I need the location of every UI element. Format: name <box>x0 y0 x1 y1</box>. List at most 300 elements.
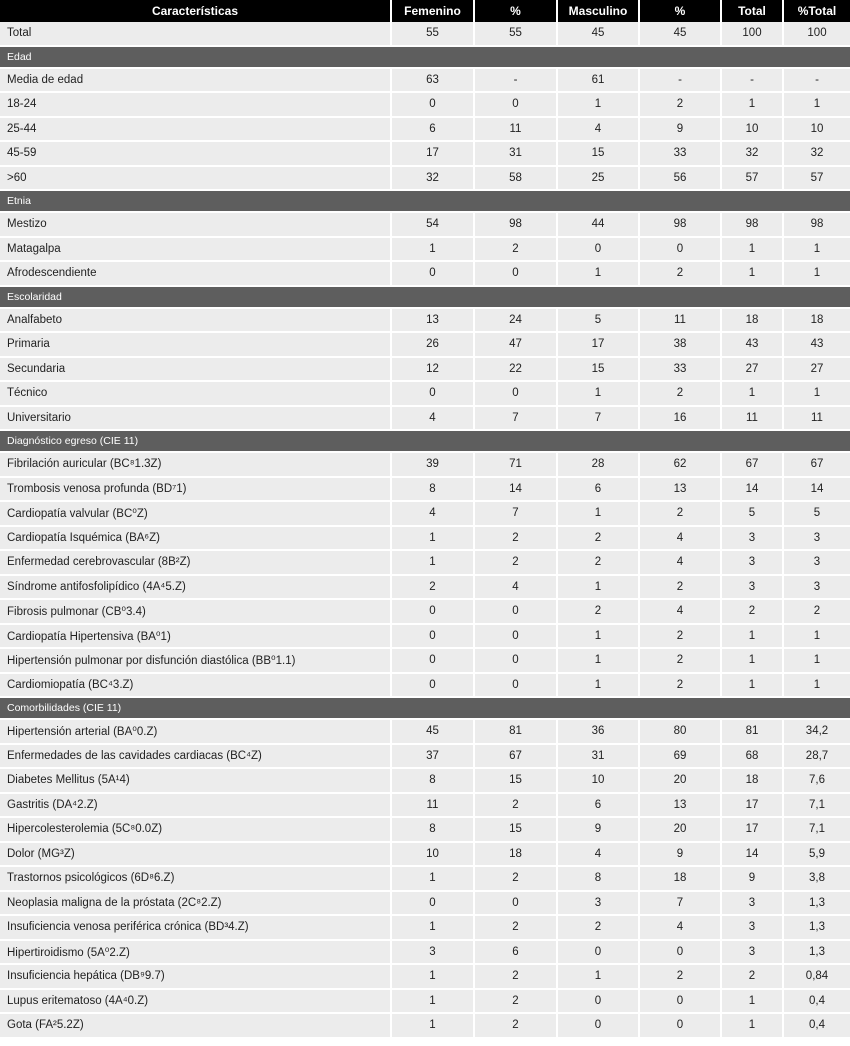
cell-femenino: 1 <box>392 1014 475 1039</box>
cell-masculino: 15 <box>558 358 640 383</box>
cell-masculino-percent: 0 <box>640 1014 722 1039</box>
table-row <box>0 843 850 868</box>
cell-femenino-percent: 14 <box>475 478 558 503</box>
cell-label: Hipertensión pulmonar por disfunción diastólica (BB⁰1.1) <box>0 649 392 674</box>
cell-label: Hipercolesterolemia (5C⁸0.0Z) <box>0 818 392 843</box>
section-label: Diagnóstico egreso (CIE 11) <box>0 431 850 453</box>
header-total: Total <box>722 0 784 22</box>
cell-femenino-percent: 2 <box>475 916 558 941</box>
cell-femenino-percent: 2 <box>475 551 558 576</box>
cell-masculino: 1 <box>558 382 640 407</box>
cell-total-percent: 1,3 <box>784 916 850 941</box>
cell-masculino: 0 <box>558 238 640 263</box>
table-row <box>0 625 850 650</box>
cell-total-percent: 3 <box>784 576 850 601</box>
cell-total: 1 <box>722 382 784 407</box>
cell-femenino-percent: 98 <box>475 213 558 238</box>
cell-femenino: 17 <box>392 142 475 167</box>
header-masculino-percent: % <box>640 0 722 22</box>
header-femenino: Femenino <box>392 0 475 22</box>
cell-masculino: 31 <box>558 745 640 770</box>
cell-femenino-percent: 31 <box>475 142 558 167</box>
table-row <box>0 965 850 990</box>
cell-femenino-percent: 6 <box>475 941 558 966</box>
cell-masculino-percent: 98 <box>640 213 722 238</box>
cell-label: Trombosis venosa profunda (BD⁷1) <box>0 478 392 503</box>
cell-femenino: 10 <box>392 843 475 868</box>
cell-femenino: 32 <box>392 167 475 192</box>
cell-masculino-percent: 4 <box>640 600 722 625</box>
table-body <box>0 22 850 1039</box>
cell-total-percent: 1,3 <box>784 892 850 917</box>
cell-femenino-percent: 0 <box>475 382 558 407</box>
cell-femenino-percent: 2 <box>475 965 558 990</box>
cell-label: >60 <box>0 167 392 192</box>
cell-masculino-percent: 16 <box>640 407 722 432</box>
cell-masculino-percent: 2 <box>640 965 722 990</box>
cell-masculino: 4 <box>558 118 640 143</box>
cell-total: 17 <box>722 794 784 819</box>
cell-masculino-percent: 45 <box>640 22 722 47</box>
cell-femenino-percent: 4 <box>475 576 558 601</box>
cell-femenino: 55 <box>392 22 475 47</box>
cell-total-percent: 67 <box>784 453 850 478</box>
cell-masculino: 44 <box>558 213 640 238</box>
cell-label: 25-44 <box>0 118 392 143</box>
cell-masculino-percent: 2 <box>640 674 722 699</box>
cell-total-percent: 1 <box>784 93 850 118</box>
cell-femenino: 8 <box>392 818 475 843</box>
cell-total-percent: 0,84 <box>784 965 850 990</box>
cell-femenino: 11 <box>392 794 475 819</box>
cell-femenino-percent: 24 <box>475 309 558 334</box>
cell-total-percent: 5,9 <box>784 843 850 868</box>
cell-femenino: 1 <box>392 965 475 990</box>
cell-total: 3 <box>722 892 784 917</box>
table-row <box>0 1014 850 1039</box>
table-row <box>0 576 850 601</box>
table-row <box>0 941 850 966</box>
cell-femenino-percent: 2 <box>475 527 558 552</box>
cell-masculino-percent: 20 <box>640 818 722 843</box>
cell-femenino-percent: 18 <box>475 843 558 868</box>
cell-total-percent: 11 <box>784 407 850 432</box>
cell-total-percent: 100 <box>784 22 850 47</box>
cell-masculino-percent: 62 <box>640 453 722 478</box>
section-label: Escolaridad <box>0 287 850 309</box>
table-row <box>0 453 850 478</box>
cell-masculino-percent: 20 <box>640 769 722 794</box>
cell-label: Media de edad <box>0 69 392 94</box>
cell-masculino: 1 <box>558 262 640 287</box>
cell-femenino-percent: 0 <box>475 892 558 917</box>
cell-total-percent: 1 <box>784 382 850 407</box>
table-row <box>0 118 850 143</box>
cell-total: 3 <box>722 527 784 552</box>
cell-masculino-percent: 11 <box>640 309 722 334</box>
section-header-row <box>0 287 850 309</box>
table-row <box>0 333 850 358</box>
cell-label: Secundaria <box>0 358 392 383</box>
cell-label: Cardiopatía Isquémica (BA⁶Z) <box>0 527 392 552</box>
cell-total: 1 <box>722 93 784 118</box>
cell-total-percent: - <box>784 69 850 94</box>
cell-label: 18-24 <box>0 93 392 118</box>
cell-femenino-percent: 81 <box>475 720 558 745</box>
cell-label: Insuficiencia venosa periférica crónica (BD³4.Z) <box>0 916 392 941</box>
cell-label: Hipertensión arterial (BA⁰0.Z) <box>0 720 392 745</box>
cell-label: Matagalpa <box>0 238 392 263</box>
cell-femenino: 0 <box>392 625 475 650</box>
table-row <box>0 892 850 917</box>
cell-total-percent: 1 <box>784 674 850 699</box>
cell-femenino: 1 <box>392 238 475 263</box>
cell-label: Gota (FA²5.2Z) <box>0 1014 392 1039</box>
cell-total: 3 <box>722 551 784 576</box>
cell-masculino-percent: 2 <box>640 625 722 650</box>
cell-total: 11 <box>722 407 784 432</box>
cell-total-percent: 14 <box>784 478 850 503</box>
cell-total: 18 <box>722 769 784 794</box>
table-row <box>0 867 850 892</box>
cell-femenino: 1 <box>392 527 475 552</box>
cell-femenino-percent: - <box>475 69 558 94</box>
cell-masculino-percent: 2 <box>640 576 722 601</box>
cell-label: Diabetes Mellitus (5A¹4) <box>0 769 392 794</box>
cell-total-percent: 5 <box>784 502 850 527</box>
table-row <box>0 720 850 745</box>
cell-femenino: 0 <box>392 892 475 917</box>
cell-total-percent: 1 <box>784 625 850 650</box>
cell-femenino-percent: 0 <box>475 649 558 674</box>
table-row <box>0 69 850 94</box>
cell-total: 32 <box>722 142 784 167</box>
cell-total: 5 <box>722 502 784 527</box>
cell-total-percent: 28,7 <box>784 745 850 770</box>
cell-masculino-percent: 2 <box>640 382 722 407</box>
cell-masculino: 9 <box>558 818 640 843</box>
table-row <box>0 600 850 625</box>
cell-total: 14 <box>722 843 784 868</box>
cell-masculino-percent: 2 <box>640 502 722 527</box>
cell-total: 14 <box>722 478 784 503</box>
cell-total: 10 <box>722 118 784 143</box>
table-row <box>0 22 850 47</box>
cell-masculino-percent: 7 <box>640 892 722 917</box>
cell-masculino: 10 <box>558 769 640 794</box>
section-header-row <box>0 698 850 720</box>
section-label: Etnia <box>0 191 850 213</box>
cell-masculino: 6 <box>558 478 640 503</box>
cell-femenino: 0 <box>392 674 475 699</box>
cell-femenino-percent: 7 <box>475 407 558 432</box>
cell-femenino-percent: 7 <box>475 502 558 527</box>
cell-masculino-percent: 2 <box>640 93 722 118</box>
cell-label: Hipertiroidismo (5A⁰2.Z) <box>0 941 392 966</box>
cell-total-percent: 27 <box>784 358 850 383</box>
cell-label: Cardiopatía valvular (BC⁰Z) <box>0 502 392 527</box>
cell-femenino: 8 <box>392 478 475 503</box>
cell-femenino-percent: 2 <box>475 867 558 892</box>
cell-total-percent: 18 <box>784 309 850 334</box>
header-row <box>0 0 850 22</box>
cell-label: Fibrosis pulmonar (CB⁰3.4) <box>0 600 392 625</box>
cell-femenino-percent: 71 <box>475 453 558 478</box>
cell-femenino: 1 <box>392 867 475 892</box>
cell-total-percent: 7,1 <box>784 818 850 843</box>
cell-femenino-percent: 2 <box>475 794 558 819</box>
cell-femenino: 2 <box>392 576 475 601</box>
cell-masculino: 2 <box>558 527 640 552</box>
cell-total-percent: 3 <box>784 527 850 552</box>
cell-masculino: 2 <box>558 916 640 941</box>
section-header-row <box>0 47 850 69</box>
cell-label: Enfermedades de las cavidades cardiacas (BC⁴Z) <box>0 745 392 770</box>
cell-masculino: 7 <box>558 407 640 432</box>
cell-femenino: 13 <box>392 309 475 334</box>
cell-femenino-percent: 67 <box>475 745 558 770</box>
cell-masculino-percent: 0 <box>640 941 722 966</box>
cell-femenino: 0 <box>392 600 475 625</box>
cell-total: 27 <box>722 358 784 383</box>
table-row <box>0 649 850 674</box>
cell-label: 45-59 <box>0 142 392 167</box>
cell-femenino-percent: 47 <box>475 333 558 358</box>
cell-masculino: 2 <box>558 600 640 625</box>
cell-label: Dolor (MG³Z) <box>0 843 392 868</box>
cell-total-percent: 43 <box>784 333 850 358</box>
cell-label: Mestizo <box>0 213 392 238</box>
cell-femenino-percent: 0 <box>475 262 558 287</box>
cell-masculino-percent: 56 <box>640 167 722 192</box>
cell-femenino-percent: 2 <box>475 1014 558 1039</box>
cell-total: 43 <box>722 333 784 358</box>
cell-total-percent: 0,4 <box>784 1014 850 1039</box>
cell-masculino-percent: 33 <box>640 142 722 167</box>
cell-total-percent: 32 <box>784 142 850 167</box>
cell-femenino: 0 <box>392 262 475 287</box>
cell-label: Técnico <box>0 382 392 407</box>
cell-femenino-percent: 0 <box>475 93 558 118</box>
cell-total: 1 <box>722 649 784 674</box>
cell-femenino: 3 <box>392 941 475 966</box>
cell-total-percent: 7,6 <box>784 769 850 794</box>
cell-total: 3 <box>722 576 784 601</box>
cell-total: 100 <box>722 22 784 47</box>
cell-masculino-percent: 80 <box>640 720 722 745</box>
section-header-row <box>0 191 850 213</box>
cell-femenino: 1 <box>392 551 475 576</box>
table-row <box>0 551 850 576</box>
cell-label: Síndrome antifosfolipídico (4A⁴5.Z) <box>0 576 392 601</box>
cell-masculino: 28 <box>558 453 640 478</box>
cell-total-percent: 98 <box>784 213 850 238</box>
cell-total: 1 <box>722 625 784 650</box>
cell-masculino-percent: 4 <box>640 527 722 552</box>
table-row <box>0 990 850 1015</box>
cell-masculino-percent: 2 <box>640 262 722 287</box>
table-row <box>0 674 850 699</box>
cell-masculino-percent: 13 <box>640 794 722 819</box>
cell-femenino-percent: 2 <box>475 990 558 1015</box>
cell-total: 3 <box>722 941 784 966</box>
cell-masculino-percent: 38 <box>640 333 722 358</box>
cell-femenino: 0 <box>392 382 475 407</box>
cell-femenino-percent: 15 <box>475 769 558 794</box>
cell-masculino-percent: 9 <box>640 843 722 868</box>
cell-masculino: 8 <box>558 867 640 892</box>
cell-label: Primaria <box>0 333 392 358</box>
cell-masculino: 5 <box>558 309 640 334</box>
cell-total: 2 <box>722 600 784 625</box>
table-row <box>0 769 850 794</box>
cell-femenino: 4 <box>392 502 475 527</box>
cell-masculino: 25 <box>558 167 640 192</box>
table-row <box>0 794 850 819</box>
cell-total: 81 <box>722 720 784 745</box>
cell-masculino: 1 <box>558 649 640 674</box>
cell-masculino: 1 <box>558 93 640 118</box>
table-row <box>0 382 850 407</box>
cell-label: Enfermedad cerebrovascular (8B²Z) <box>0 551 392 576</box>
cell-masculino-percent: 18 <box>640 867 722 892</box>
cell-total: - <box>722 69 784 94</box>
section-header-row <box>0 431 850 453</box>
cell-femenino: 6 <box>392 118 475 143</box>
table-row <box>0 818 850 843</box>
table-row <box>0 407 850 432</box>
cell-femenino: 8 <box>392 769 475 794</box>
cell-total: 1 <box>722 990 784 1015</box>
cell-masculino: 0 <box>558 941 640 966</box>
header-masculino: Masculino <box>558 0 640 22</box>
table-row <box>0 93 850 118</box>
cell-femenino: 12 <box>392 358 475 383</box>
cell-femenino: 26 <box>392 333 475 358</box>
cell-total: 3 <box>722 916 784 941</box>
cell-total: 1 <box>722 1014 784 1039</box>
cell-masculino: 36 <box>558 720 640 745</box>
cell-masculino: 3 <box>558 892 640 917</box>
cell-total: 1 <box>722 674 784 699</box>
table-row <box>0 142 850 167</box>
cell-femenino: 0 <box>392 93 475 118</box>
cell-label: Total <box>0 22 392 47</box>
cell-label: Fibrilación auricular (BC⁸1.3Z) <box>0 453 392 478</box>
cell-label: Neoplasia maligna de la próstata (2C⁸2.Z) <box>0 892 392 917</box>
cell-masculino: 0 <box>558 1014 640 1039</box>
cell-masculino-percent: - <box>640 69 722 94</box>
cell-femenino-percent: 22 <box>475 358 558 383</box>
cell-masculino-percent: 0 <box>640 238 722 263</box>
cell-femenino-percent: 58 <box>475 167 558 192</box>
table-row <box>0 527 850 552</box>
cell-total: 57 <box>722 167 784 192</box>
cell-femenino-percent: 0 <box>475 674 558 699</box>
cell-masculino: 1 <box>558 965 640 990</box>
cell-total: 9 <box>722 867 784 892</box>
cell-label: Gastritis (DA⁴2.Z) <box>0 794 392 819</box>
cell-total: 18 <box>722 309 784 334</box>
cell-masculino: 1 <box>558 674 640 699</box>
cell-femenino-percent: 55 <box>475 22 558 47</box>
cell-masculino-percent: 33 <box>640 358 722 383</box>
header-femenino-percent: % <box>475 0 558 22</box>
cell-femenino: 63 <box>392 69 475 94</box>
table-row <box>0 309 850 334</box>
cell-femenino: 0 <box>392 649 475 674</box>
cell-femenino: 1 <box>392 990 475 1015</box>
header-total-percent: %Total <box>784 0 850 22</box>
cell-total: 17 <box>722 818 784 843</box>
cell-masculino-percent: 4 <box>640 551 722 576</box>
cell-femenino-percent: 15 <box>475 818 558 843</box>
cell-total-percent: 57 <box>784 167 850 192</box>
cell-masculino: 4 <box>558 843 640 868</box>
cell-total-percent: 3 <box>784 551 850 576</box>
cell-total-percent: 2 <box>784 600 850 625</box>
cell-masculino-percent: 2 <box>640 649 722 674</box>
table-row <box>0 213 850 238</box>
cell-masculino-percent: 0 <box>640 990 722 1015</box>
table-row <box>0 358 850 383</box>
cell-total-percent: 7,1 <box>784 794 850 819</box>
cell-masculino: 6 <box>558 794 640 819</box>
cell-femenino-percent: 11 <box>475 118 558 143</box>
cell-total-percent: 1 <box>784 238 850 263</box>
table-row <box>0 745 850 770</box>
cell-masculino-percent: 69 <box>640 745 722 770</box>
cell-femenino-percent: 0 <box>475 600 558 625</box>
cell-total-percent: 3,8 <box>784 867 850 892</box>
cell-masculino: 61 <box>558 69 640 94</box>
cell-femenino: 39 <box>392 453 475 478</box>
cell-masculino: 45 <box>558 22 640 47</box>
cell-masculino: 0 <box>558 990 640 1015</box>
cell-masculino: 15 <box>558 142 640 167</box>
table-row <box>0 478 850 503</box>
table-row <box>0 262 850 287</box>
cell-label: Afrodescendiente <box>0 262 392 287</box>
cell-total-percent: 10 <box>784 118 850 143</box>
header-caracteristicas: Características <box>0 0 392 22</box>
cell-femenino-percent: 2 <box>475 238 558 263</box>
cell-total: 1 <box>722 262 784 287</box>
cell-label: Universitario <box>0 407 392 432</box>
cell-total: 68 <box>722 745 784 770</box>
cell-total-percent: 1 <box>784 262 850 287</box>
cell-total-percent: 1 <box>784 649 850 674</box>
cell-masculino: 1 <box>558 625 640 650</box>
cell-masculino-percent: 13 <box>640 478 722 503</box>
cell-masculino: 1 <box>558 576 640 601</box>
cell-femenino: 4 <box>392 407 475 432</box>
cell-masculino-percent: 4 <box>640 916 722 941</box>
cell-femenino: 1 <box>392 916 475 941</box>
table-row <box>0 167 850 192</box>
table-row <box>0 238 850 263</box>
cell-femenino-percent: 0 <box>475 625 558 650</box>
cell-masculino: 17 <box>558 333 640 358</box>
table-row <box>0 916 850 941</box>
cell-total: 1 <box>722 238 784 263</box>
cell-total-percent: 34,2 <box>784 720 850 745</box>
table-row <box>0 502 850 527</box>
cell-masculino: 1 <box>558 502 640 527</box>
cell-label: Trastornos psicológicos (6D⁸6.Z) <box>0 867 392 892</box>
cell-label: Lupus eritematoso (4A⁴0.Z) <box>0 990 392 1015</box>
cell-total-percent: 1,3 <box>784 941 850 966</box>
